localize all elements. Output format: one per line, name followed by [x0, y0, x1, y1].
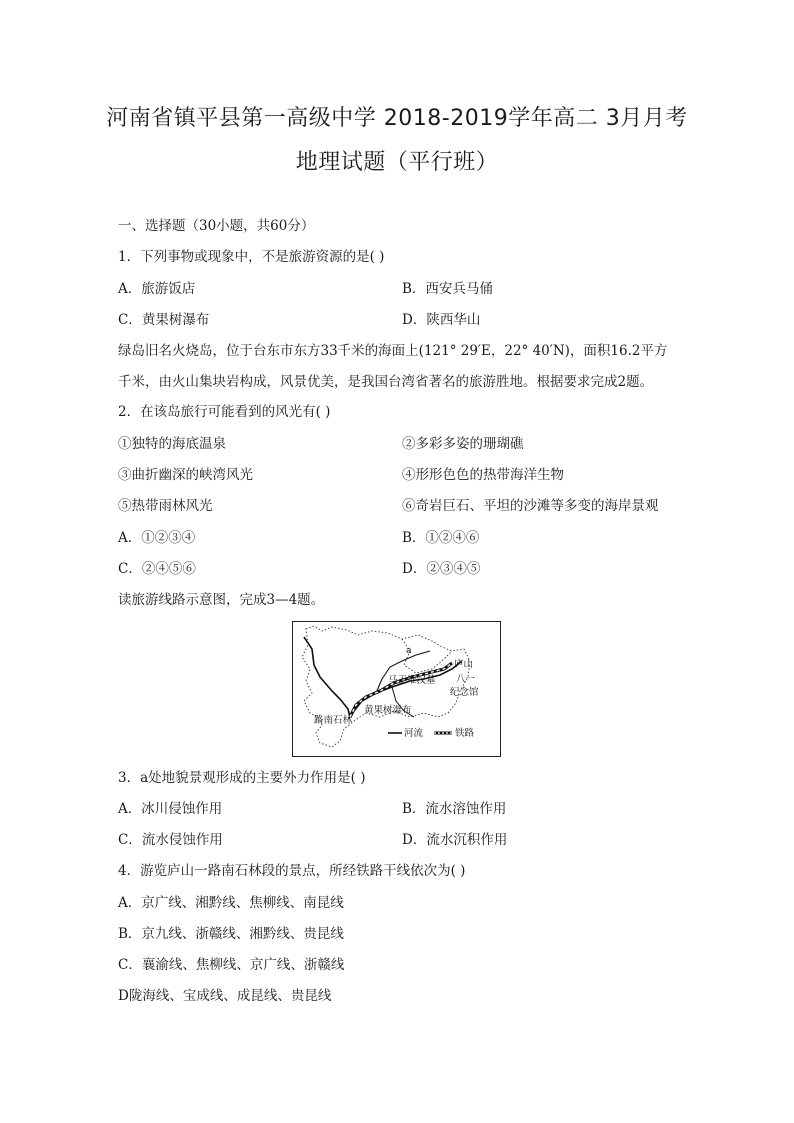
map-label-mawangdui: 马王堆汉墓: [388, 675, 436, 686]
q2-option-a: A．①②③④: [118, 530, 196, 546]
passage-line-2: 千米，由火山集块岩构成，风景优美，是我国台湾省著名的旅游胜地。根据要求完成2题。: [118, 374, 654, 390]
q3-stem: 3．a处地貌景观形成的主要外力作用是( ): [118, 770, 366, 786]
q4-option-b: B．京九线、浙赣线、湘黔线、贵昆线: [118, 926, 344, 942]
legend-railway: 铁路: [455, 728, 475, 739]
tour-route-map: [292, 621, 501, 757]
map-label-huangguoshu: 黄果树瀑布: [364, 705, 412, 716]
q3-option-b: B．流水溶蚀作用: [402, 801, 507, 817]
q4-stem: 4．游览庐山一路南石林段的景点，所经铁路干线依次为( ): [118, 863, 466, 879]
q3-option-d: D．流水沉积作用: [402, 832, 508, 848]
q2-item-4: ④形形色色的热带海洋生物: [402, 467, 564, 483]
q4-option-d: D陇海线、宝成线、成昆线、贵昆线: [118, 988, 332, 1004]
map-label-bayi-1: 八一: [456, 674, 476, 685]
q1-option-d: D．陕西华山: [402, 312, 481, 328]
q1-option-b: B．西安兵马俑: [402, 281, 493, 297]
q2-stem: 2．在该岛旅行可能看到的风光有( ): [118, 404, 331, 420]
figure-intro: 读旅游线路示意图，完成3—4题。: [118, 592, 325, 608]
legend-river: 河流: [404, 728, 424, 739]
map-label-bayi-2: 纪念馆: [450, 687, 479, 698]
q1-option-a: A．旅游饭店: [118, 281, 196, 297]
q2-item-3: ③曲折幽深的峡湾风光: [118, 467, 253, 483]
q1-stem: 1．下列事物或现象中，不是旅游资源的是( ): [118, 249, 385, 265]
q4-option-c: C．襄渝线、焦柳线、京广线、浙赣线: [118, 957, 345, 973]
q4-option-a: A．京广线、湘黔线、焦柳线、南昆线: [118, 895, 344, 911]
section-header: 一、选择题（30小题，共60分）: [118, 218, 315, 234]
q2-item-5: ⑤热带雨林风光: [118, 498, 213, 514]
q2-item-2: ②多彩多姿的珊瑚礁: [402, 436, 524, 452]
map-label-lushan: 庐山: [454, 659, 474, 670]
map-label-lunan: 路南石林: [314, 715, 353, 726]
q2-option-b: B．①②④⑥: [402, 530, 480, 546]
q2-item-6: ⑥奇岩巨石、平坦的沙滩等多变的海岸景观: [402, 498, 659, 514]
q1-option-c: C．黄果树瀑布: [118, 312, 210, 328]
exam-title-line2: 地理试题（平行班）: [295, 150, 499, 175]
q3-option-a: A．冰川侵蚀作用: [118, 801, 223, 817]
q2-option-d: D．②③④⑤: [402, 561, 481, 577]
map-label-a: a: [406, 645, 412, 656]
q3-option-c: C．流水侵蚀作用: [118, 832, 223, 848]
passage-line-1: 绿岛旧名火烧岛，位于台东市东方33千米的海面上(121° 29′E，22° 40′N)，面积16.2平方: [118, 343, 668, 359]
q2-item-1: ①独特的海底温泉: [118, 436, 226, 452]
q2-option-c: C．②④⑤⑥: [118, 561, 196, 577]
exam-title-line1: 河南省镇平县第一高级中学 2018-2019学年高二 3月月考: [106, 106, 688, 131]
